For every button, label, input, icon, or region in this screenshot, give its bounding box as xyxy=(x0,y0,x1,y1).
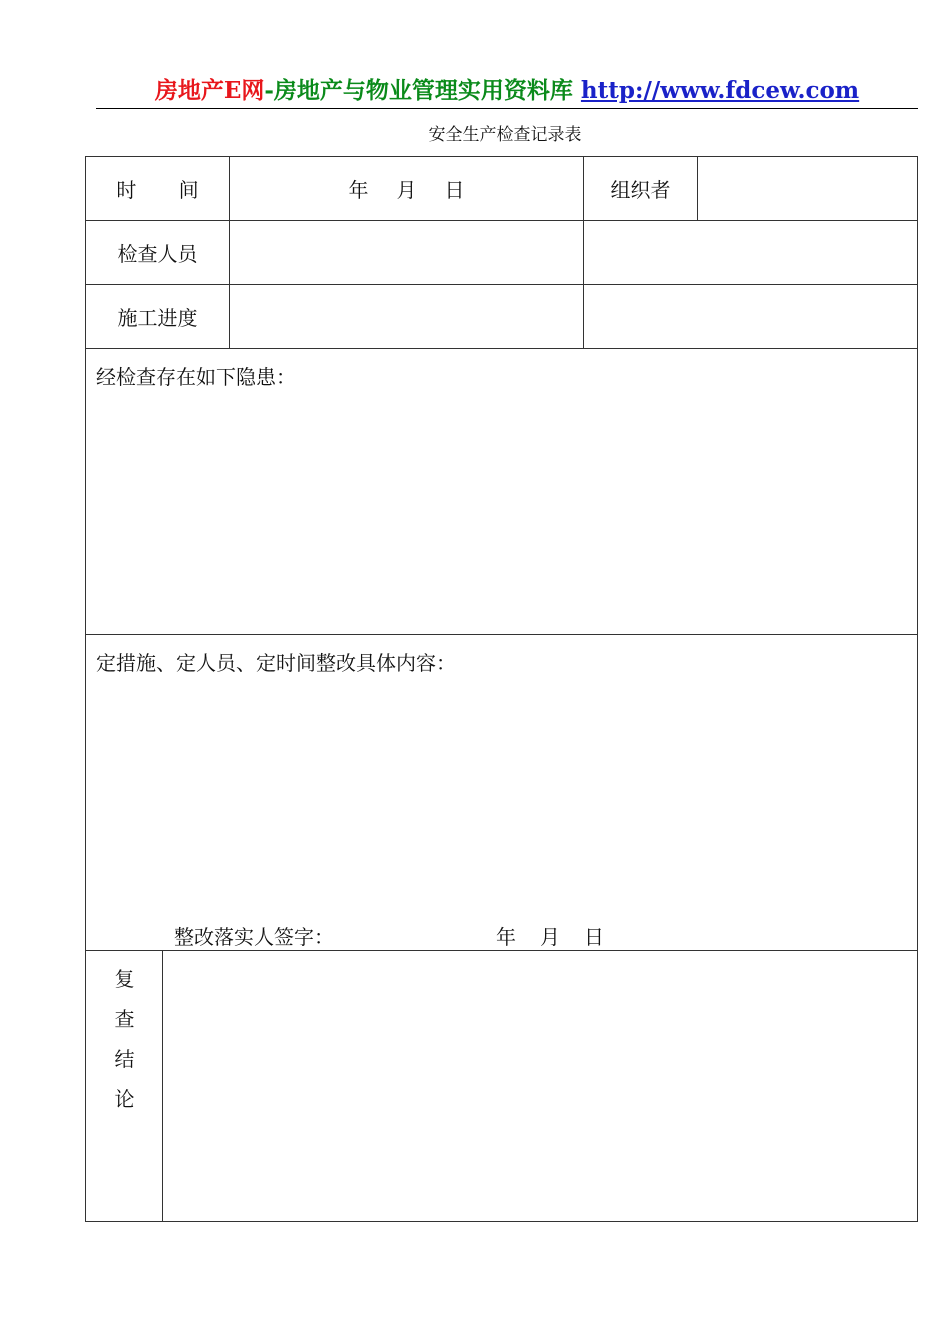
rectification-block[interactable] xyxy=(85,634,918,951)
review-char: 查 xyxy=(114,1007,135,1031)
progress-field[interactable] xyxy=(229,284,584,349)
date-month-label: 月 xyxy=(396,178,417,202)
inspection-form xyxy=(85,156,918,1222)
brand-tagline: 房地产与物业管理实用资料库 xyxy=(273,77,573,104)
page-header xyxy=(96,74,918,109)
hazards-block[interactable] xyxy=(85,348,918,635)
rectification-label: 定措施、定人员、定时间整改具体内容： xyxy=(96,651,456,675)
date-year-label: 年 xyxy=(348,178,369,202)
time-label: 时 间 xyxy=(116,178,217,202)
organizer-field[interactable] xyxy=(697,156,918,221)
hazards-label: 经检查存在如下隐患： xyxy=(96,365,296,389)
organizer-label: 组织者 xyxy=(610,178,671,202)
review-label xyxy=(86,951,163,1119)
date-day-label: 日 xyxy=(444,178,465,202)
document-title: 安全生产检查记录表 xyxy=(428,125,582,145)
signature-label: 整改落实人签字： xyxy=(174,925,334,949)
progress-label-cell xyxy=(85,284,230,349)
review-label-cell xyxy=(85,950,163,1222)
review-char: 论 xyxy=(114,1087,135,1111)
inspectors-extra-field[interactable] xyxy=(583,220,918,285)
header-dash: - xyxy=(264,77,274,104)
inspectors-field[interactable] xyxy=(229,220,584,285)
inspectors-label: 检查人员 xyxy=(117,242,198,266)
review-char: 复 xyxy=(114,967,135,991)
site-link[interactable]: http://www.fdcew.com xyxy=(580,77,860,104)
signature-line xyxy=(174,921,616,950)
organizer-label-cell xyxy=(583,156,698,221)
time-label-cell xyxy=(85,156,230,221)
inspectors-label-cell xyxy=(85,220,230,285)
sig-month-label: 月 xyxy=(540,925,560,949)
sig-year-label: 年 xyxy=(496,925,516,949)
review-conclusion-field[interactable] xyxy=(162,950,918,1222)
progress-extra-field[interactable] xyxy=(583,284,918,349)
date-field[interactable] xyxy=(229,156,584,221)
review-char: 结 xyxy=(114,1047,135,1071)
progress-label: 施工进度 xyxy=(117,306,198,330)
sig-day-label: 日 xyxy=(584,925,604,949)
brand-name: 房地产E网 xyxy=(154,77,265,104)
